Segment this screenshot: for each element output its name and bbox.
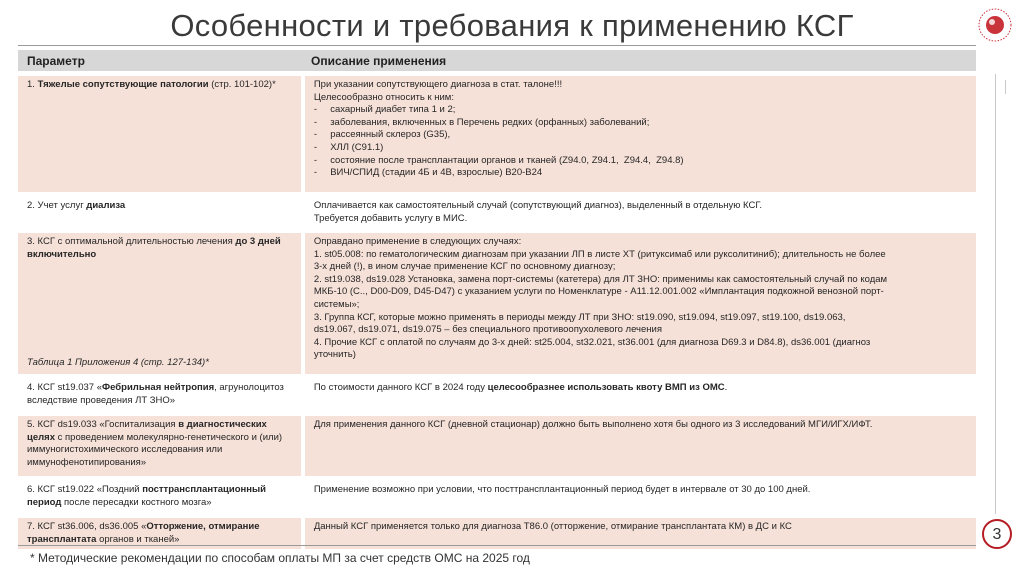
description-line: - заболевания, включенных в Перечень редких (орфанных) заболеваний;: [313, 116, 650, 128]
row-param-prefix: 5. КСГ ds19.033 «Госпитализация: [27, 419, 179, 430]
row-parameter: [18, 481, 301, 513]
description-line: 3. Группа КСГ, которые можно применять в периоды между ЛТ при ЗНО: st19.090, st19.094, st19.097, st19.100, ds19.063,: [313, 311, 846, 323]
table-header: [18, 50, 976, 71]
description-line: - сахарный диабет типа 1 и 2;: [313, 104, 456, 116]
row-param-bold: Отторжение, отмирание трансплантата: [27, 521, 260, 545]
row-parameter: [18, 233, 301, 374]
row-description: [305, 233, 976, 374]
description-line: - ВИЧ/СПИД (стадии 4Б и 4В, взрослые) B20-B24: [313, 167, 543, 179]
description-line: Оплачивается как самостоятельный случай (сопутствующий диагноз), выделенный в отдельную КСГ.: [313, 200, 762, 211]
table-row: [18, 76, 976, 192]
row-param-bold: до 3 дней включительно: [27, 236, 281, 260]
row-parameter: [18, 379, 301, 411]
row-parameter: [18, 416, 301, 476]
row-param-suffix: , агрунолоцитоз вследствие проведения ЛТ ЗНО»: [27, 382, 284, 406]
description-line: При указании сопутствующего диагноза в стат. талоне!!!: [313, 79, 563, 90]
description-line: - ХЛЛ (С91.1): [313, 141, 384, 153]
description-line: Оправдано применение в следующих случаях:: [313, 236, 522, 247]
description-line: Целесообразно относить к ним:: [313, 91, 454, 103]
page-number-badge: 3: [982, 519, 1012, 549]
table-row: [18, 379, 976, 411]
row-param-prefix: 4. КСГ st19.037 «: [27, 382, 103, 393]
description-line: МКБ-10 (С.., D00-D09, D45-D47) с указанием услуги по Номенклатуре - А11.12.001.002 «Имплантация подкожной венозной порт-: [313, 286, 884, 298]
right-divider: [995, 74, 996, 514]
description-line: Требуется добавить услугу в МИС.: [313, 212, 468, 224]
row-description: [305, 416, 976, 476]
description-line: системы»;: [313, 298, 360, 310]
description-line: Данный КСГ применяется только для диагноза Т86.0 (отторжение, отмирание трансплантата КМ) в ДС и КС: [313, 521, 792, 532]
description-prefix: По стоимости данного КСГ в 2024 году: [313, 382, 488, 393]
ksg-table: [18, 50, 976, 549]
row-param-prefix: 2. Учет услуг: [27, 200, 87, 211]
description-line: - состояние после трансплантации органов и тканей (Z94.0, Z94.1, Z94.4, Z94.8): [313, 154, 684, 166]
round-seal-logo-icon: [976, 6, 1014, 44]
row-param-suffix: с проведением молекулярно-генетического и (или) иммуногистохимического исследования или иммунофенотипирования»: [27, 431, 283, 468]
footer-divider: [18, 545, 976, 546]
row-parameter: [18, 197, 301, 228]
table-row: [18, 416, 976, 476]
slide-title: Особенности и требования к применению КСГ: [170, 8, 854, 43]
row-param-bold: Фебрильная нейтропия: [102, 382, 215, 393]
row-description: [305, 481, 976, 513]
row-param-note: Таблица 1 Приложения 4 (стр. 127-134)*: [27, 357, 209, 369]
description-line: 2. st19.038, ds19.028 Установка, замена порт-системы (катетера) для ЛТ ЗНО: применимы как самостоятельный случай по кодам: [313, 273, 888, 285]
row-param-bold: Тяжелые сопутствующие патологии: [37, 79, 209, 90]
header-description: Описание применения: [311, 53, 447, 68]
row-param-prefix: 3. КСГ с оптимальной длительностью лечения: [27, 236, 236, 247]
description-line: 3-х дней (!), в ином случае применение КСГ по основному диагнозу;: [313, 261, 616, 273]
description-line: уточнить): [313, 349, 356, 361]
description-line: Применение возможно при условии, что посттрансплантационный период будет в интервале от 30 до 100 дней.: [313, 484, 811, 495]
row-description: [305, 197, 976, 228]
description-line: ds19.067, ds19.071, ds19.075 – без специального противоопухолевого лечения: [313, 324, 662, 336]
row-param-prefix: 7. КСГ st36.006, ds36.005 «: [27, 521, 147, 532]
table-row: [18, 233, 976, 374]
row-param-suffix: органов и тканей»: [96, 533, 180, 545]
description-suffix: .: [724, 382, 728, 393]
row-param-suffix: после пересадки костного мозга»: [61, 496, 212, 508]
row-param-bold: диализа: [86, 200, 126, 211]
row-description: [305, 379, 976, 411]
description-line: 4. Прочие КСГ с оплатой по случаям до 3-х дней: st25.004, st32.021, st36.001 (для диагноза D69.3 и D84.8), ds36.001 (диагноз: [313, 336, 871, 348]
row-param-prefix: 6. КСГ st19.022 «Поздний: [27, 484, 143, 495]
description-line: - рассеянный склероз (G35),: [313, 129, 451, 141]
row-param-bold: в диагностических целях: [27, 419, 267, 443]
title-divider: [18, 45, 976, 46]
row-param-bold: посттрансплантационный период: [27, 484, 266, 508]
description-line: 1. st05.008: по гематологическим диагнозам при указании ЛП в листе ХТ (ритуксимаб или руксолитиниб); длительность не более: [313, 248, 886, 260]
header-parameter: Параметр: [27, 53, 85, 68]
description-bold: целесообразнее использовать квоту ВМП из ОМС: [487, 382, 725, 393]
row-description: [305, 76, 976, 192]
row-param-prefix: 1.: [27, 79, 38, 90]
right-divider-tick: [1005, 80, 1012, 94]
row-param-suffix: (стр. 101-102)*: [208, 79, 276, 90]
table-row: [18, 197, 976, 228]
row-parameter: [18, 76, 301, 192]
table-row: [18, 481, 976, 513]
footnote: * Методические рекомендации по способам оплаты МП за счет средств ОМС на 2025 год: [30, 551, 530, 565]
description-line: Для применения данного КСГ (дневной стационар) должно быть выполнено хотя бы одного из 3 исследований МГИ/ИГХ/ИФТ.: [313, 419, 873, 430]
